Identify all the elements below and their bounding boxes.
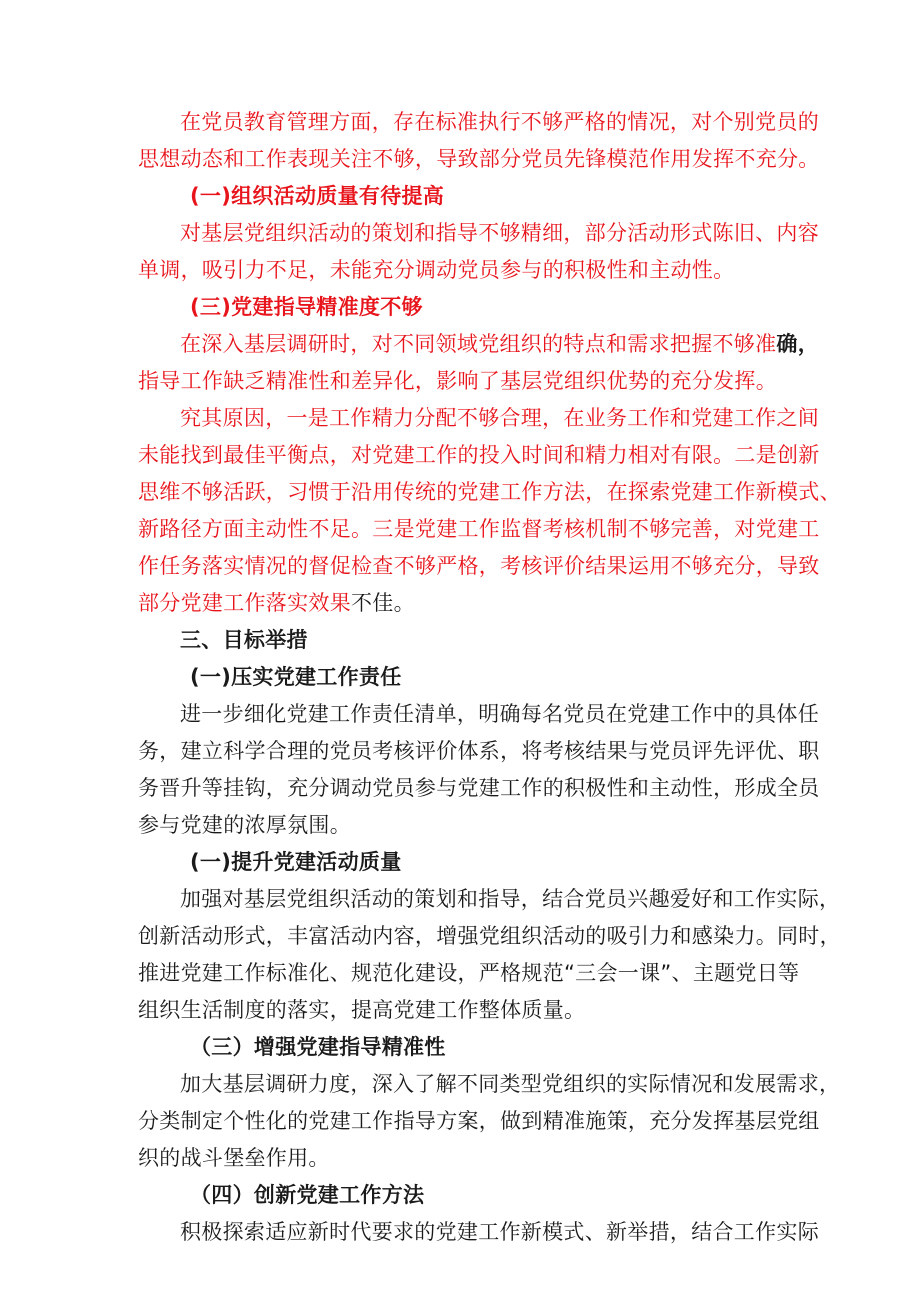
- paragraph-line: 对基层党组织活动的策划和指导不够精细，部分活动形式陈旧、内容: [180, 221, 819, 245]
- subheading: (一)压实党建工作责任: [190, 665, 402, 689]
- paragraph-line: 未能找到最佳平衡点，对党建工作的投入时间和精力相对有限。二是创新: [138, 443, 820, 467]
- paragraph-text: 不佳。: [351, 591, 415, 615]
- paragraph-line: 分类制定个性化的党建工作指导方案，做到精准施策，充分发挥基层党组: [138, 1109, 820, 1133]
- document-page: [138, 104, 841, 1251]
- subheading: （四）创新党建工作方法: [190, 1183, 425, 1207]
- paragraph-line: 进一步细化党建工作责任清单，明确每名党员在党建工作中的具体任: [180, 702, 819, 726]
- subheading: (一)提升党建活动质量: [190, 850, 402, 874]
- paragraph-line: 务晋升等挂钩，充分调动党员参与党建工作的积极性和主动性，形成全员: [138, 776, 820, 800]
- paragraph-line: 加强对基层党组织活动的策划和指导，结合党员兴趣爱好和工作实际，: [180, 887, 841, 911]
- paragraph-line: 推进党建工作标准化、规范化建设，严格规范“三会一课”、主题党日等: [138, 961, 800, 985]
- subheading: （三）增强党建指导精准性: [190, 1035, 446, 1059]
- paragraph-line: [138, 585, 798, 622]
- paragraph-line: 组织生活制度的落实，提高党建工作整体质量。: [138, 998, 586, 1022]
- paragraph-line: 织的战斗堡垒作用。: [138, 1146, 330, 1170]
- subheading: (三)党建指导精准度不够: [190, 295, 423, 319]
- paragraph-line: 作任务落实情况的督促检查不够严格，考核评价结果运用不够充分，导致: [138, 554, 820, 578]
- section-heading: 三、目标举措: [180, 628, 308, 652]
- paragraph-line: 参与党建的浓厚氛围。: [138, 813, 351, 837]
- paragraph-line: [138, 326, 820, 363]
- paragraph-text: 在深入基层调研时，对不同领域党组织的特点和需求把握不够准: [180, 332, 777, 356]
- paragraph-line: 务，建立科学合理的党员考核评价体系，将考核结果与党员评先评优、职: [138, 739, 820, 763]
- paragraph-text: 部分党建工作落实效果: [138, 591, 351, 615]
- paragraph-line: 在党员教育管理方面，存在标准执行不够严格的情况，对个别党员的: [180, 110, 819, 134]
- paragraph-line: 思维不够活跃，习惯于沿用传统的党建工作方法，在探索党建工作新模式、: [138, 480, 841, 504]
- paragraph-text-bold: 确，: [776, 332, 820, 356]
- paragraph-line: 创新活动形式，丰富活动内容，增强党组织活动的吸引力和感染力。同时，: [138, 924, 841, 948]
- paragraph-line: 积极探索适应新时代要求的党建工作新模式、新举措，结合工作实际: [180, 1220, 819, 1244]
- paragraph-line: 指导工作缺乏精准性和差异化，影响了基层党组织优势的充分发挥。: [138, 369, 777, 393]
- subheading: (一)组织活动质量有待提高: [190, 184, 445, 208]
- paragraph-line: 究其原因，一是工作精力分配不够合理，在业务工作和党建工作之间: [180, 406, 819, 430]
- paragraph-line: 加大基层调研力度，深入了解不同类型党组织的实际情况和发展需求，: [180, 1072, 841, 1096]
- paragraph-line: 单调，吸引力不足，未能充分调动党员参与的积极性和主动性。: [138, 258, 735, 282]
- paragraph-line: 新路径方面主动性不足。三是党建工作监督考核机制不够完善，对党建工: [138, 517, 820, 541]
- paragraph-line: 思想动态和工作表现关注不够，导致部分党员先锋模范作用发挥不充分。: [138, 147, 820, 171]
